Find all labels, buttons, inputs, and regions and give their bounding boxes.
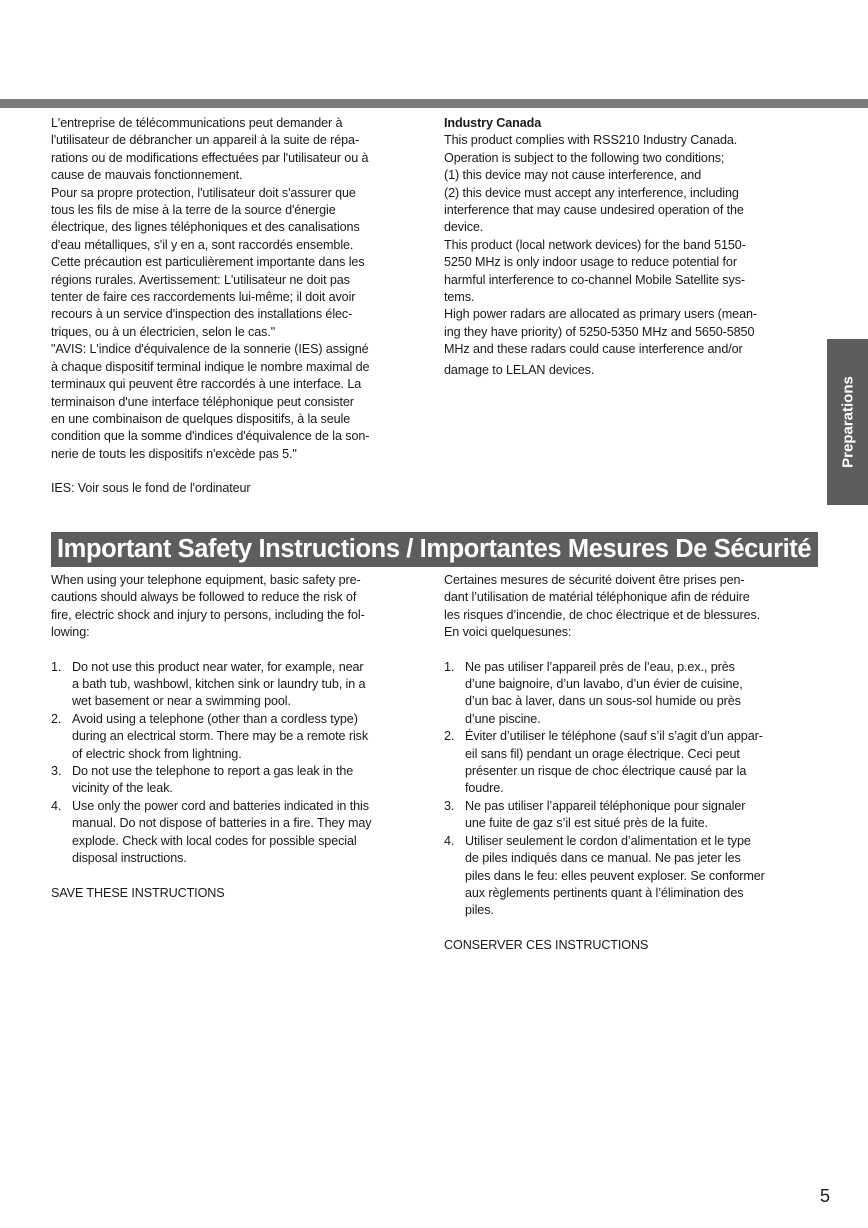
text-line: Certaines mesures de sécurité doivent être prises pen- [444,573,745,587]
text-line: piles. [465,903,494,918]
text-line: Do not use this product near water, for example, near [72,659,364,674]
list-item [51,763,426,798]
text-line: Ne pas utiliser l’appareil téléphonique pour signaler [465,798,746,813]
text-line: les risques d’incendie, de choc électrique et de blessures. [444,607,761,622]
text-line: MHz and these radars could cause interference and/or [444,342,743,357]
text-line: en une combinaison de quelques dispositifs, à la seule [51,411,351,426]
item-number: 1. [444,659,455,674]
text-line: cause de mauvais fonctionnement. [51,168,243,183]
item-number: 2. [51,711,62,726]
text-line: rations ou de modifications effectuées par l'utilisateur ou à [51,150,369,165]
text-line: device. [444,220,484,235]
text-line: cautions should always be followed to reduce the risk of [51,590,357,605]
text-line: foudre. [465,781,504,796]
text-line: recours à un service d'inspection des installations élec- [51,307,353,322]
text-line: piles dans le feu: elles peuvent exploser. Se conformer [465,868,765,883]
text-line: wet basement or near a swimming pool. [72,694,291,709]
industry-canada-notice [444,115,818,379]
text-line: d’une baignoire, d’un lavabo, d’un évier de cuisine, [465,677,743,692]
text-line: interference that may cause undesired operation of the [444,203,744,218]
text-line: L'entreprise de télécommunications peut demander à [51,116,343,130]
text-line: Ne pas utiliser l’appareil près de l’eau, p.ex., près [465,659,735,674]
safety-list-en [51,659,426,868]
item-number: 4. [51,798,62,813]
text-line: dant l’utilisation de matérial téléphonique afin de réduire [444,590,750,605]
text-line: harmful interference to co-channel Mobile Satellite sys- [444,272,745,287]
text-line: terminaison d'une interface téléphonique peut consister [51,394,354,409]
text-line: terminaux qui peuvent être raccordés à une interface. La [51,377,362,392]
text-line: When using your telephone equipment, basic safety pre- [51,573,361,587]
item-number: 2. [444,729,455,744]
header-rule [0,99,868,108]
text-line: explode. Check with local codes for possible special [72,833,357,848]
text-line: Utiliser seulement le cordon d’alimentation et le type [465,833,751,848]
text-line: régions rurales. Avertissement: L'utilisateur ne doit pas [51,272,350,287]
text-line: Éviter d’utiliser le téléphone (sauf s’il s’agit d’un appar- [465,729,763,744]
list-item [444,833,819,920]
list-item [444,659,819,729]
list-item [51,798,426,868]
item-number: 1. [51,659,62,674]
safety-banner-title: Important Safety Instructions / Importantes Mesures De Sécurité [51,532,818,567]
text-line: En voici quelquesunes: [444,625,572,640]
safety-instructions-en [51,572,426,902]
text-line: ing they have priority) of 5250-5350 MHz and 5650-5850 [444,324,755,339]
text-line: fire, electric shock and injury to persons, including the fol- [51,607,365,622]
text-line: triques, ou à un électricien, selon le cas." [51,324,276,339]
text-line: l'utilisateur de débrancher un appareil à la suite de répa- [51,133,360,148]
text-line: de piles indiqués dans ce manual. Ne pas jeter les [465,851,741,866]
ies-note: IES: Voir sous le fond de l'ordinateur [51,481,251,496]
text-line: 5250 MHz is only indoor usage to reduce potential for [444,255,737,270]
text-line: tous les fils de mise à la terre de la source d'énergie [51,203,336,218]
item-number: 3. [51,764,62,779]
item-number: 4. [444,833,455,848]
text-line: Cette précaution est particulièrement importante dans les [51,255,365,270]
item-number: 3. [444,798,455,813]
text-line: une fuite de gaz s’il est situé près de la fuite. [465,816,708,831]
text-line: tems. [444,290,475,305]
page-number: 5 [820,1186,831,1206]
text-line: disposal instructions. [72,851,187,866]
list-item [444,798,819,833]
text-line: lowing: [51,625,90,640]
text-line: damage to LELAN devices. [444,362,595,377]
safety-list-fr [444,659,819,920]
text-line: eil sans fil) pendant un orage électrique. Ceci peut [465,746,740,761]
section-heading: Industry Canada [444,116,542,130]
text-line: vicinity of the leak. [72,781,173,796]
text-line: d'eau métalliques, s'il y en a, sont raccordés ensemble. [51,237,354,252]
text-line: manual. Do not dispose of batteries in a fire. They may [72,816,372,831]
text-line: "AVIS: L'indice d'équivalence de la sonnerie (IES) assigné [51,342,369,357]
text-line: This product complies with RSS210 Industry Canada. [444,133,738,148]
text-line: Use only the power cord and batteries indicated in this [72,798,369,813]
text-line: Avoid using a telephone (other than a cordless type) [72,711,358,726]
side-tab-label: Preparations [839,376,856,468]
telecom-notice-fr [51,115,426,498]
section-side-tab [827,339,868,505]
text-line: of electric shock from lightning. [72,746,242,761]
closing-line: SAVE THESE INSTRUCTIONS [51,885,225,900]
text-line: nerie de touts les dispositifs n'excède pas 5." [51,446,297,461]
text-line: tenter de faire ces raccordements lui-même; il doit avoir [51,290,356,305]
text-line: Do not use the telephone to report a gas leak in the [72,764,354,779]
list-item [444,728,819,798]
text-line: This product (local network devices) for the band 5150- [444,237,746,252]
text-line: d’un bac à laver, dans un sous-sol humide ou près [465,694,741,709]
text-line: (2) this device must accept any interference, including [444,185,739,200]
list-item [51,659,426,711]
text-line: a bath tub, washbowl, kitchen sink or laundry tub, in a [72,677,366,692]
safety-instructions-fr [444,572,819,954]
text-line: électrique, des lignes téléphoniques et des canalisations [51,220,360,235]
text-line: présenter un risque de choc électrique causé par la [465,764,747,779]
closing-line: CONSERVER CES INSTRUCTIONS [444,937,649,952]
text-line: Operation is subject to the following two conditions; [444,150,725,165]
text-line: condition que la somme d'indices d'équivalence de la son- [51,429,370,444]
text-line: aux règlements pertinents quant à l’élimination des [465,885,744,900]
text-line: d’une piscine. [465,711,541,726]
text-line: High power radars are allocated as primary users (mean- [444,307,757,322]
text-line: during an electrical storm. There may be a remote risk [72,729,369,744]
text-line: Pour sa propre protection, l'utilisateur doit s'assurer que [51,185,356,200]
text-line: à chaque dispositif terminal indique le nombre maximal de [51,359,370,374]
list-item [51,711,426,763]
text-line: (1) this device may not cause interference, and [444,168,702,183]
